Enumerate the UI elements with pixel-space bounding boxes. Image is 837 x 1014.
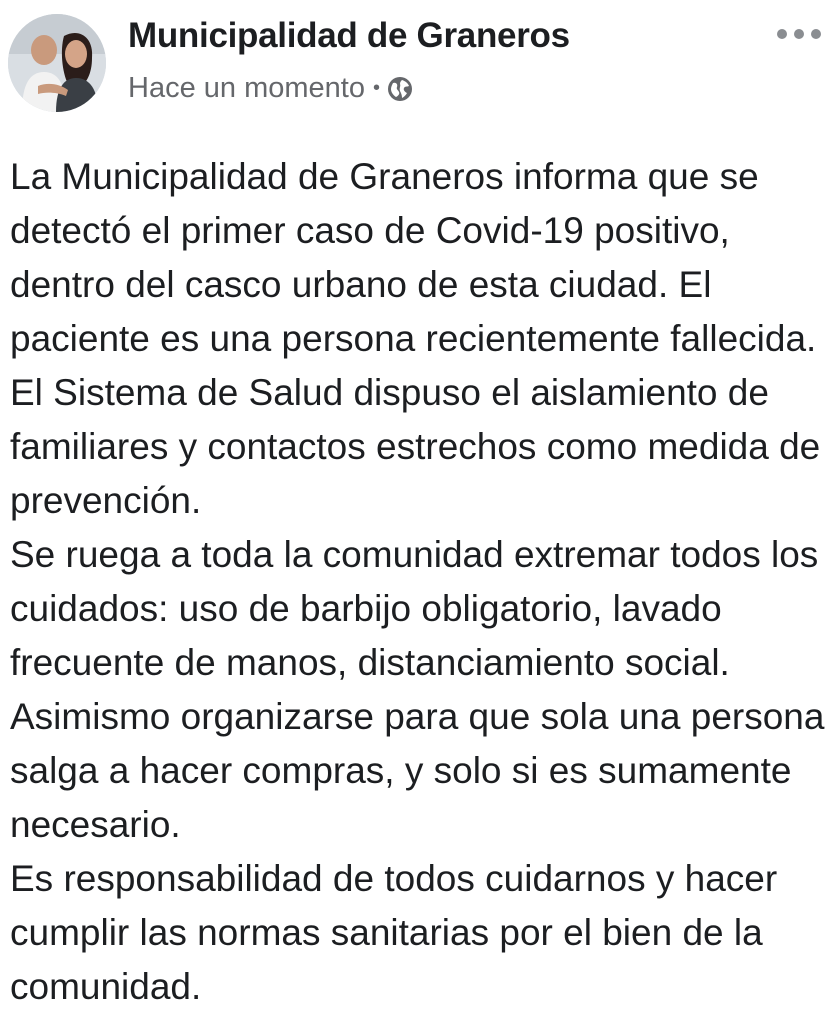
more-dot [811,29,821,39]
more-dot [777,29,787,39]
post-header [0,0,837,130]
page-name[interactable]: Municipalidad de Graneros [128,16,570,55]
post-paragraph: Es responsabilidad de todos cuidarnos y hacer cumplir las normas sanitarias por el bien de la comunidad. [10,858,778,1007]
more-options-icon[interactable] [777,22,821,46]
meta-separator: • [372,77,380,99]
post-paragraph: Asimismo organizarse para que sola una persona salga a hacer compras, y solo si es sumamente necesario. [10,696,825,845]
avatar-photo [8,14,106,112]
globe-icon[interactable] [386,75,414,103]
avatar[interactable] [8,14,106,112]
more-dot [794,29,804,39]
post-timestamp[interactable]: Hace un momento [128,72,365,104]
post-paragraph: Se ruega a toda la comunidad extremar todos los cuidados: uso de barbijo obligatorio, lavado frecuente de manos, distanciamiento social. [10,534,819,683]
post-body [10,150,830,1014]
post-paragraph: La Municipalidad de Graneros informa que se detectó el primer caso de Covid-19 positivo, dentro del casco urbano de esta ciudad. El paciente es una persona recientemente fallecida. El Sistema de Salud dispuso el aislamiento de familiares y contactos estrechos como medida de prevención. [10,156,821,521]
post-meta [128,72,414,105]
